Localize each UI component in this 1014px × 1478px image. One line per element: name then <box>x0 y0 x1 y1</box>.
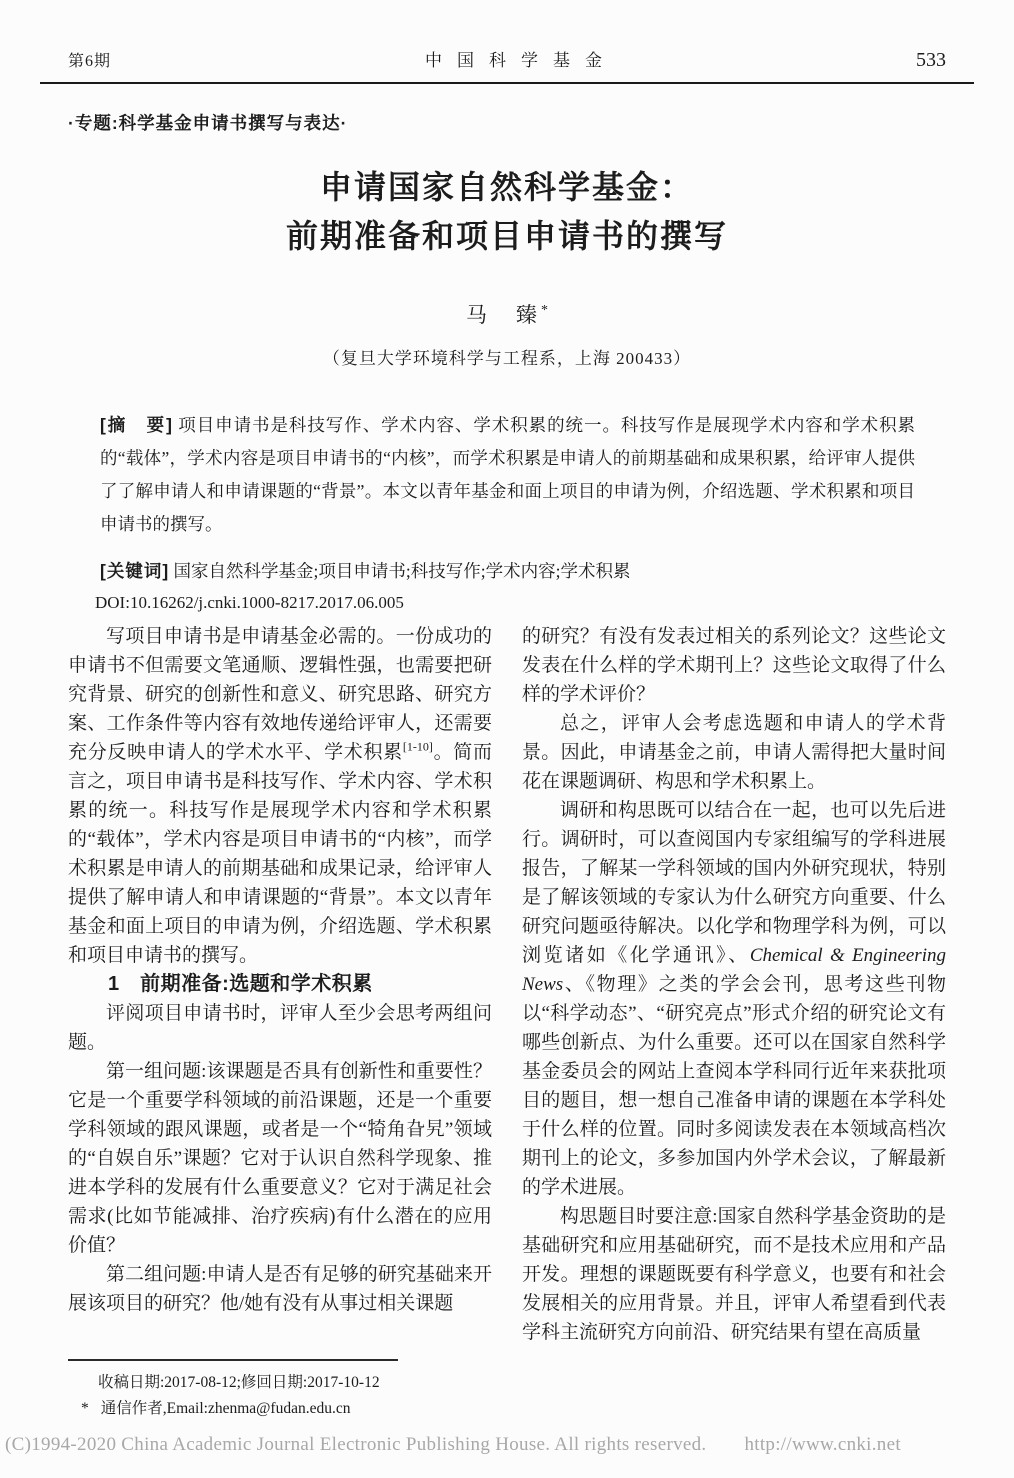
paragraph-text: 调研和构思既可以结合在一起，也可以先后进行。调研时，可以查阅国内专家组编写的学科进展报告，了解某一学科领域的国内外研究现状，特别是了解该领域的专家认为什么研究方向重要、什么研究问题亟待解决。以化学和物理学科为例，可以浏览诸如《化学通讯》、 <box>522 800 946 966</box>
journal-title: 中国科学基金 <box>425 51 617 70</box>
article-title-line1: 申请国家自然科学基金： <box>319 169 694 205</box>
paragraph: 构思题目时要注意:国家自然科学基金资助的是基础研究和应用基础研究，而不是技术应用和产品开发。理想的课题既要有科学意义，也要有和社会发展相关的应用背景。并且，评审人希望看到代表学科主流研究方向前沿、研究结果有望在高质量 <box>522 1206 946 1343</box>
issue-number: 第6期 <box>68 53 112 70</box>
cnki-url: http://www.cnki.net <box>744 1434 901 1455</box>
keywords <box>100 555 915 588</box>
paragraph-continuation: 的研究？有没有发表过相关的系列论文？这些论文发表在什么样的学术期刊上？这些论文取得了什么样的学术评价？ <box>522 626 946 705</box>
paragraph: 第二组问题:申请人是否有足够的研究基础来开展该项目的研究？他/她有没有从事过相关课题 <box>68 1264 492 1314</box>
citation-marker: [1-10] <box>402 739 433 754</box>
paragraph-intro <box>68 622 492 970</box>
asterisk-mark: * <box>81 1400 89 1417</box>
paragraph: 评阅项目申请书时，评审人至少会思考两组问题。 <box>68 1003 492 1053</box>
body-columns <box>68 622 947 1347</box>
cnki-copyright-footer <box>5 1434 901 1456</box>
received-dates: 收稿日期:2017-08-12;修回日期:2017-10-12 <box>98 1374 380 1391</box>
paragraph: 第一组问题:该课题是否具有创新性和重要性？它是一个重要学科领域的前沿课题，还是一个重要学科领域的跟风课题，或者是一个“犄角旮旯”领域的“自娱自乐”课题？它对于认识自然科学现象、推进本学科的发展有什么重要意义？它对于满足社会需求(比如节能减排、治疗疾病)有什么潜在的应用价值？ <box>68 1061 492 1256</box>
article-title <box>0 163 1014 261</box>
running-head <box>40 0 974 84</box>
paragraph-intro-text-cont: 。简而言之，项目申请书是科技写作、学术内容、学术积累的统一。科技写作是展现学术内容和学术积累的“载体”，学术内容是项目申请书的“内核”，而学术积累是申请人的前期基础和成果记录，给评审人提供了解申请人和申请课题的“背景”。本文以青年基金和面上项目的申请为例，介绍选题、学术积累和项目申请书的撰写。 <box>68 742 492 966</box>
page-number: 533 <box>915 49 946 71</box>
abstract-label: [摘 要] <box>100 415 173 435</box>
corresponding-author-mark: * <box>541 303 548 318</box>
journal-name-italic: Chemical & Engineering News <box>522 945 946 995</box>
article-title-line2: 前期准备和项目申请书的撰写 <box>285 218 728 254</box>
paragraph-text-cont: 、《物理》之类的学会会刊，思考这些刊物以“科学动态”、“研究亮点”形式介绍的研究论文有哪些创新点、为什么重要。还可以在国家自然科学基金委员会的网站上查阅本学科同行近年来获批项目的题目，想一想自己准备申请的课题在本学科处于什么样的位置。同时多阅读发表在本领域高档次期刊上的论文，多参加国内外学术会议，了解最新的学术进展。 <box>522 974 946 1198</box>
affiliation: （复旦大学环境科学与工程系，上海 200433） <box>322 349 692 368</box>
corresponding-author-email: 通信作者,Email:zhenma@fudan.edu.cn <box>100 1400 351 1417</box>
abstract <box>100 409 915 541</box>
copyright-text: (C)1994-2020 China Academic Journal Electronic Publishing House. All rights reserved. <box>5 1434 707 1455</box>
doi: DOI:10.16262/j.cnki.1000-8217.2017.06.005 <box>95 593 404 612</box>
paragraph: 总之，评审人会考虑选题和申请人的学术背景。因此，申请基金之前，申请人需得把大量时间花在课题调研、构思和学术积累上。 <box>522 713 946 792</box>
footnote-separator-rule <box>68 1359 398 1361</box>
abstract-text: 项目申请书是科技写作、学术内容、学术积累的统一。科技写作是展现学术内容和学术积累的“载体”，学术内容是项目申请书的“内核”，而学术积累是申请人的前期基础和成果积累，给评审人提供了了解申请人和申请课题的“背景”。本文以青年基金和面上项目的申请为例，介绍选题、学术积累和项目申请书的撰写。 <box>100 415 916 534</box>
special-topic-label: ·专题:科学基金申请书撰写与表达· <box>68 113 348 133</box>
right-column <box>522 622 946 1347</box>
paragraph <box>522 796 946 1202</box>
section-1-heading: 1 前期准备:选题和学术积累 <box>108 973 373 995</box>
corresponding-author-note <box>68 1396 498 1422</box>
footnote <box>68 1359 498 1422</box>
author-line <box>0 299 1014 329</box>
left-column <box>68 622 492 1347</box>
paragraph-intro-text: 写项目申请书是申请基金必需的。一份成功的申请书不但需要文笔通顺、逻辑性强，也需要把研究背景、研究的创新性和意义、研究思路、研究方案、工作条件等内容有效地传递给评审人，还需要充分反映申请人的学术水平、学术积累 <box>68 626 492 763</box>
keywords-text: 国家自然科学基金;项目申请书;科技写作;学术内容;学术积累 <box>173 561 631 581</box>
author-name: 马 臻 <box>466 303 541 327</box>
keywords-label: [关键词] <box>100 561 170 581</box>
